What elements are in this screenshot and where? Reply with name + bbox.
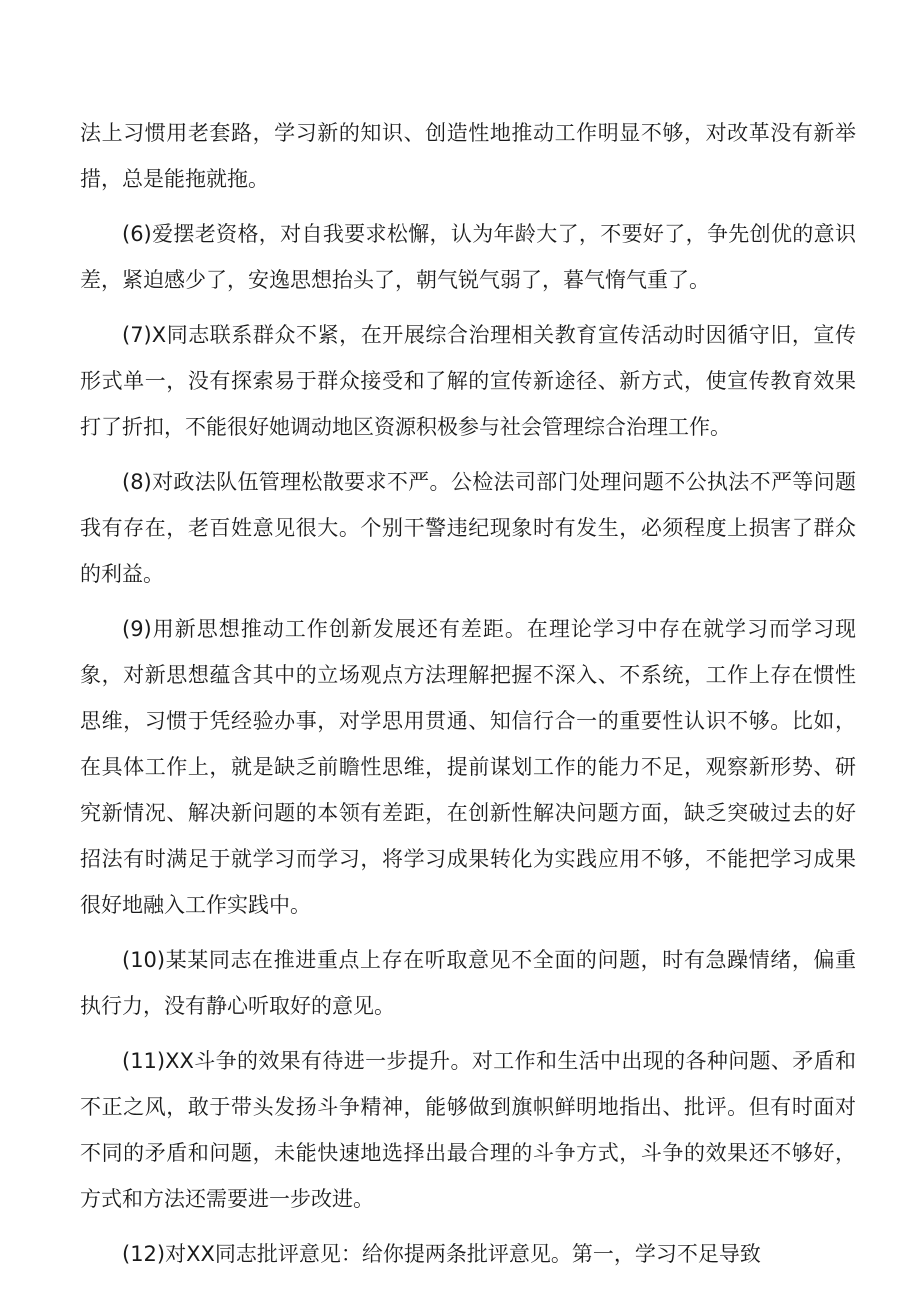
paragraph-item-11: (11)XX斗争的效果有待进一步提升。对工作和生活中出现的各种问题、矛盾和不正之风，敢于带头发扬斗争精神，能够做到旗帜鲜明地指出、批评。但有时面对不同的矛盾和问题，未能快速地选择出最合理的斗争方式，斗争的效果还不够好，方式和方法还需要进一步改进。 [80, 1049, 856, 1211]
paragraph-continued: 法上习惯用老套路，学习新的知识、创造性地推动工作明显不够，对改革没有新举措，总是能拖就拖。 [80, 121, 856, 191]
paragraph-item-6: (6)爱摆老资格，对自我要求松懈，认为年龄大了，不要好了，争先创优的意识差，紧迫感少了，安逸思想抬头了，朝气锐气弱了，暮气惰气重了。 [80, 222, 856, 292]
paragraph-item-12: (12)对XX同志批评意见：给你提两条批评意见。第一，学习不足导致 [122, 1242, 761, 1266]
paragraph-item-10: (10)某某同志在推进重点上存在听取意见不全面的问题，时有急躁情绪，偏重执行力，没有静心听取好的意见。 [80, 948, 856, 1018]
paragraph-item-7: (7)X同志联系群众不紧，在开展综合治理相关教育宣传活动时因循守旧，宣传形式单一，没有探索易于群众接受和了解的宣传新途径、新方式，使宣传教育效果打了折扣，不能很好她调动地区资源积极参与社会管理综合治理工作。 [80, 323, 856, 439]
paragraph-item-8: (8)对政法队伍管理松散要求不严。公检法司部门处理问题不公执法不严等问题我有存在，老百姓意见很大。个别干警违纪现象时有发生，必须程度上损害了群众的利益。 [80, 470, 856, 586]
paragraph-item-9: (9)用新思想推动工作创新发展还有差距。在理论学习中存在就学习而学习现象，对新思想蕴含其中的立场观点方法理解把握不深入、不系统，工作上存在惯性思维，习惯于凭经验办事，对学思用贯通、知信行合一的重要性认识不够。比如，在具体工作上，就是缺乏前瞻性思维，提前谋划工作的能力不足，观察新形势、研究新情况、解决新问题的本领有差距，在创新性解决问题方面，缺乏突破过去的好招法有时满足于就学习而学习，将学习成果转化为实践应用不够，不能把学习成果很好地融入工作实践中。 [80, 617, 856, 917]
document-body [80, 110, 856, 1286]
